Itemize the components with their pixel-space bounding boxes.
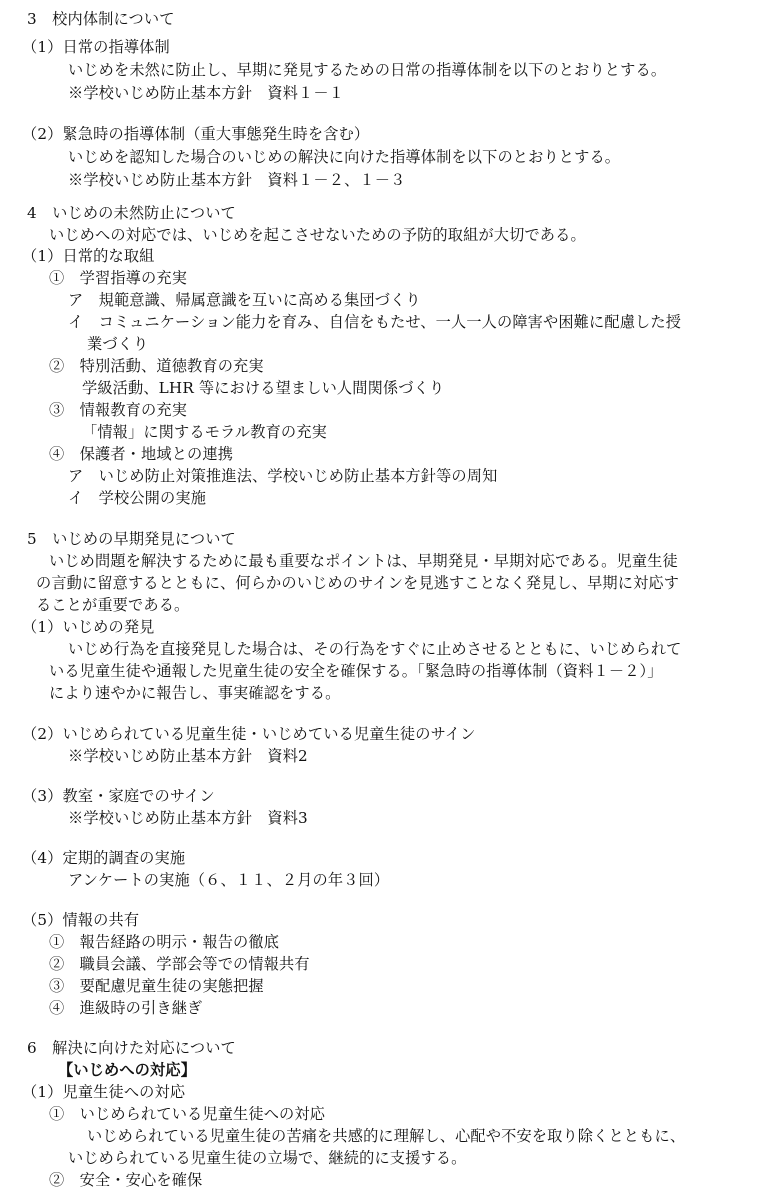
list-subitem: イ コミュニケーション能力を育み、自信をもたせ、一人一人の障害や困難に配慮した授 [68, 313, 682, 331]
paragraph-line: いじめ行為を直接発見した場合は、その行為をすぐに止めさせるとともに、いじめられて [68, 640, 682, 658]
subsection-5-2-heading: （2）いじめられている児童生徒・いじめている児童生徒のサイン [22, 725, 476, 743]
section-5-heading: 5 いじめの早期発見について [27, 530, 236, 548]
reference-note: ※学校いじめ防止基本方針 資料2 [68, 747, 308, 765]
subsection-5-1-heading: （1）いじめの発見 [22, 618, 155, 636]
paragraph-line: いる児童生徒や通報した児童生徒の安全を確保する。「緊急時の指導体制（資料１－２）」 [49, 662, 663, 680]
paragraph-line: いじめられている児童生徒の立場で、継続的に支援する。 [68, 1149, 467, 1167]
paragraph-line: いじめを認知した場合のいじめの解決に向けた指導体制を以下のとおりとする。 [68, 148, 621, 166]
list-item: ④ 保護者・地域との連携 [49, 445, 234, 463]
list-item: ③ 情報教育の充実 [49, 401, 188, 419]
reference-note: ※学校いじめ防止基本方針 資料3 [68, 809, 308, 827]
bracket-heading: 【いじめへの対応】 [58, 1061, 197, 1079]
paragraph-line: ることが重要である。 [36, 596, 190, 614]
reference-note: ※学校いじめ防止基本方針 資料１－１ [68, 84, 345, 102]
paragraph-line: により速やかに報告し、事実確認をする。 [49, 684, 341, 702]
list-item: ① いじめられている児童生徒への対応 [49, 1105, 326, 1123]
list-item: ④ 進級時の引き継ぎ [49, 999, 203, 1017]
paragraph-line: の言動に留意するとともに、何らかのいじめのサインを見逃すことなく発見し、早期に対応す [36, 574, 680, 592]
list-item: ① 学習指導の充実 [49, 269, 188, 287]
subsection-6-1-heading: （1）児童生徒への対応 [22, 1083, 186, 1101]
section-6-heading: 6 解決に向けた対応について [27, 1039, 236, 1057]
subsection-3-1-heading: （1）日常の指導体制 [22, 38, 170, 56]
list-item: ② 職員会議、学部会等での情報共有 [49, 955, 310, 973]
list-item-detail: 学級活動、LHR 等における望ましい人間関係づくり [82, 379, 445, 397]
paragraph-line: いじめ問題を解決するために最も重要なポイントは、早期発見・早期対応である。児童生徒 [49, 552, 678, 570]
section-4-heading: 4 いじめの未然防止について [27, 204, 236, 222]
paragraph-line: いじめへの対応では、いじめを起こさせないための予防的取組が大切である。 [49, 226, 586, 244]
paragraph-line: いじめられている児童生徒の苦痛を共感的に理解し、心配や不安を取り除くとともに、 [87, 1127, 686, 1145]
list-item: ② 安全・安心を確保 [49, 1171, 203, 1189]
list-subitem: ア いじめ防止対策推進法、学校いじめ防止基本方針等の周知 [68, 467, 498, 485]
subsection-4-1-heading: （1）日常的な取組 [22, 247, 155, 265]
list-subitem-continued: 業づくり [87, 335, 149, 353]
list-item: ② 特別活動、道徳教育の充実 [49, 357, 264, 375]
list-item: ① 報告経路の明示・報告の徹底 [49, 933, 280, 951]
paragraph-line: アンケートの実施（６、１１、２月の年３回） [68, 871, 390, 889]
list-item-detail: 「情報」に関するモラル教育の充実 [82, 423, 327, 441]
list-subitem: イ 学校公開の実施 [68, 489, 207, 507]
subsection-3-2-heading: （2）緊急時の指導体制（重大事態発生時を含む） [22, 125, 370, 143]
subsection-5-4-heading: （4）定期的調査の実施 [22, 849, 186, 867]
list-item: ③ 要配慮児童生徒の実態把握 [49, 977, 264, 995]
list-subitem: ア 規範意識、帰属意識を互いに高める集団づくり [68, 291, 421, 309]
subsection-5-5-heading: （5）情報の共有 [22, 911, 140, 929]
paragraph-line: いじめを未然に防止し、早期に発見するための日常の指導体制を以下のとおりとする。 [68, 61, 667, 79]
subsection-5-3-heading: （3）教室・家庭でのサイン [22, 787, 215, 805]
section-3-heading: 3 校内体制について [27, 10, 175, 28]
reference-note: ※学校いじめ防止基本方針 資料１－２、１－３ [68, 171, 406, 189]
